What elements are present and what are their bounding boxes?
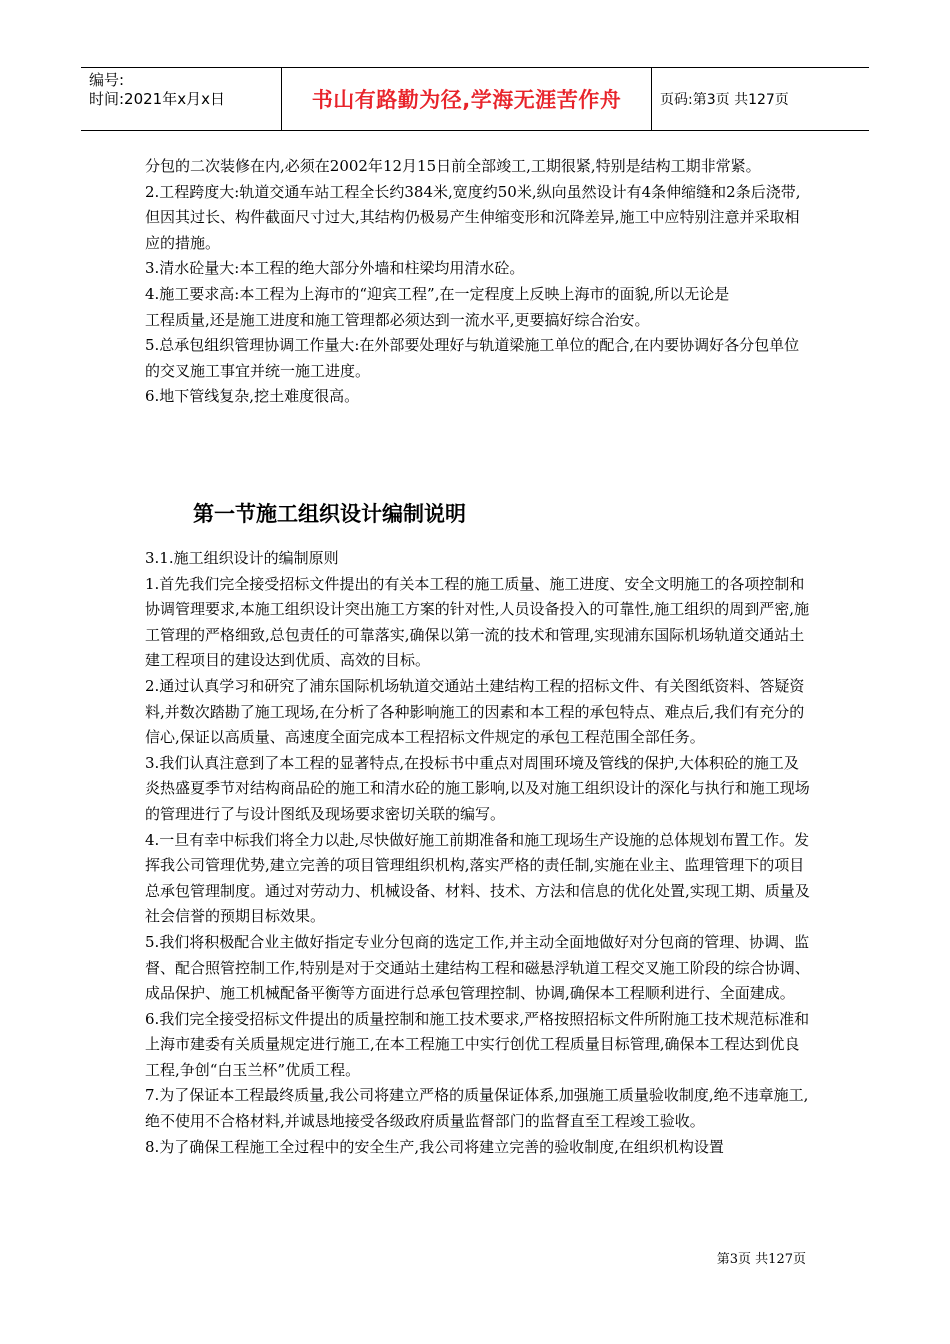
paragraph: 6.地下管线复杂,挖土难度很高。 [145, 387, 360, 406]
page-footer: 第3页 共127页 [716, 1252, 806, 1267]
paragraph: 分包的二次装修在内,必须在2002年12月15日前全部竣工,工期很紧,特别是结构工期非常紧。 [145, 157, 761, 175]
page-header [81, 67, 869, 131]
header-page-info: 页码:第3页 共127页 [660, 92, 789, 108]
body-text-bottom [145, 546, 813, 1160]
paragraph: 2.工程跨度大:轨道交通车站工程全长约384米,宽度约50米,纵向虽然设计有4条伸缩缝和2条后浇带,但因其过长、构件截面尺寸过大,其结构仍极易产生伸缩变形和沉降差异,施工中应特别注意并采取相应的措施。 [145, 182, 801, 252]
doc-date-label: 时间:2021年x月x日 [89, 90, 225, 108]
header-meta [81, 68, 282, 130]
header-motto: 书山有路勤为径,学海无涯苦作舟 [311, 88, 622, 112]
paragraph: 5.总承包组织管理协调工作量大:在外部要处理好与轨道梁施工单位的配合,在内要协调好各分包单位的交叉施工事宜并统一施工进度。 [145, 336, 800, 380]
header-motto-cell [282, 68, 652, 130]
paragraph: 7.为了保证本工程最终质量,我公司将建立严格的质量保证体系,加强施工质量验收制度,绝不违章施工,绝不使用不合格材料,并诚恳地接受各级政府质量监督部门的监督直至工程竣工验收。 [145, 1086, 809, 1131]
paragraph: 6.我们完全接受招标文件提出的质量控制和施工技术要求,严格按照招标文件所附施工技术规范标准和上海市建委有关质量规定进行施工,在本工程施工中实行创优工程质量目标管理,确保本工程达到优良工程,争创“白玉兰杯”优质工程。 [145, 1009, 810, 1079]
paragraph: 3.清水砼量大:本工程的绝大部分外墙和柱梁均用清水砼。 [145, 259, 525, 278]
section-title: 第一节施工组织设计编制说明 [193, 502, 466, 526]
paragraph: 2.通过认真学习和研究了浦东国际机场轨道交通站土建结构工程的招标文件、有关图纸资料、答疑资料,并数次踏勘了施工现场,在分析了各种影响施工的因素和本工程的承包特点、难点后,我们有充分的信心,保证以高质量、高速度全面完成本工程招标文件规定的承包工程范围全部任务。 [145, 676, 805, 747]
doc-number-label: 编号: [89, 71, 125, 89]
paragraph: 5.我们将积极配合业主做好指定专业分包商的选定工作,并主动全面地做好对分包商的管理、协调、监督、配合照管控制工作,特别是对于交通站土建结构工程和磁悬浮轨道工程交叉施工阶段的综合协调、成品保护、施工机械配备平衡等方面进行总承包管理控制、协调,确保本工程顺利进行、全面建成。 [145, 932, 810, 1003]
paragraph: 工程质量,还是施工进度和施工管理都必须达到一流水平,更要搞好综合治安。 [145, 310, 650, 329]
body-text-top [145, 154, 813, 410]
subsection-heading: 3.1.施工组织设计的编制原则 [145, 549, 339, 567]
paragraph: 8.为了确保工程施工全过程中的安全生产,我公司将建立完善的验收制度,在组织机构设置 [145, 1137, 724, 1156]
paragraph: 3.我们认真注意到了本工程的显著特点,在投标书中重点对周围环境及管线的保护,大体积砼的施工及炎热盛夏季节对结构商品砼的施工和清水砼的施工影响,以及对施工组织设计的深化与执行和施工现场的管理进行了与设计图纸及现场要求密切关联的编写。 [145, 753, 810, 823]
paragraph: 4.施工要求高:本工程为上海市的“迎宾工程”,在一定程度上反映上海市的面貌,所以无论是 [145, 284, 730, 303]
paragraph: 4.一旦有幸中标我们将全力以赴,尽快做好施工前期准备和施工现场生产设施的总体规划布置工作。发挥我公司管理优势,建立完善的项目管理组织机构,落实严格的责任制,实施在业主、监理管理下的项目总承包管理制度。通过对劳动力、机械设备、材料、技术、方法和信息的优化处置,实现工期、质量及社会信誉的预期目标效果。 [145, 830, 810, 926]
paragraph: 1.首先我们完全接受招标文件提出的有关本工程的施工质量、施工进度、安全文明施工的各项控制和协调管理要求,本施工组织设计突出施工方案的针对性,人员设备投入的可靠性,施工组织的周到严密,施工管理的严格细致,总包责任的可靠落实,确保以第一流的技术和管理,实现浦东国际机场轨道交通站土建工程项目的建设达到优质、高效的目标。 [145, 574, 810, 670]
